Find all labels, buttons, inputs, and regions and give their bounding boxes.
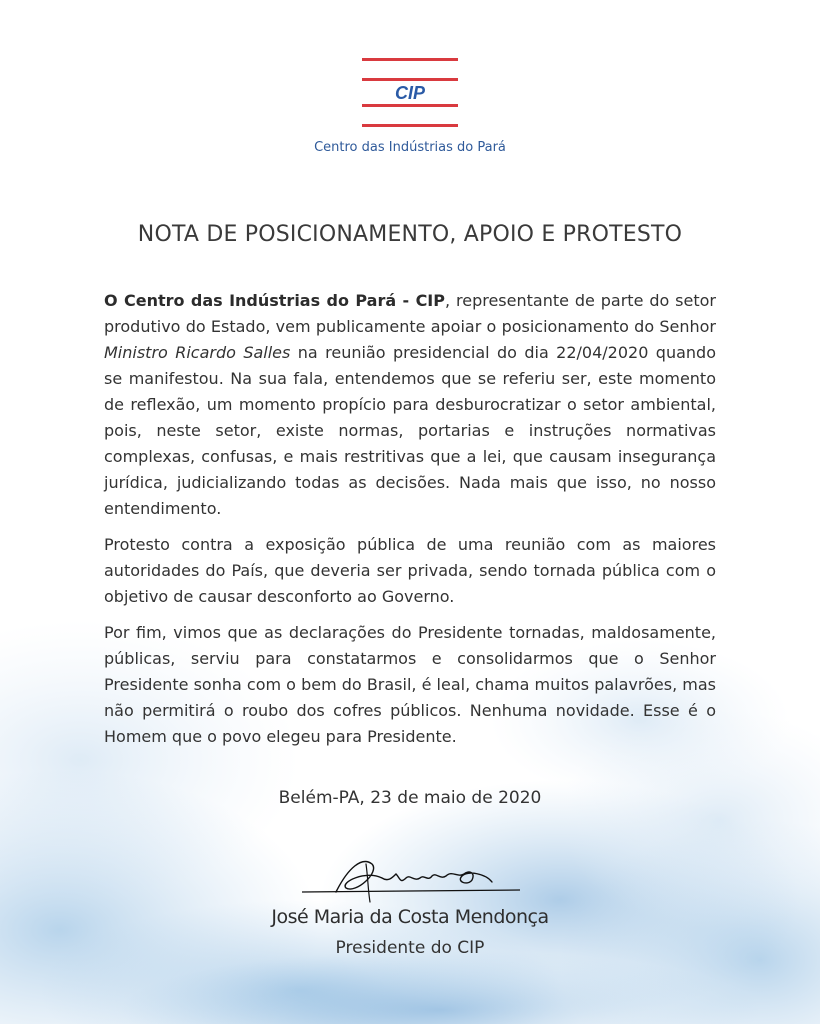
- paragraph-1: [104, 288, 716, 522]
- document-title: NOTA DE POSICIONAMENTO, APOIO E PROTESTO: [137, 222, 683, 247]
- org-name: Centro das Indústrias do Pará: [314, 140, 506, 155]
- paragraph-1-text-a: , representante de parte do setor produtivo do Estado, vem publicamente apoiar o posicionamento do Senhor: [104, 291, 717, 336]
- paragraph-2: Protesto contra a exposição pública de uma reunião com as maiores autoridades do País, que deveria ser privada, sendo tornada pública com o objetivo de causar desconforto ao Governo.: [104, 535, 716, 606]
- cip-logo: [360, 58, 460, 130]
- logo-stripe-top: [362, 58, 458, 61]
- minister-name: Ministro Ricardo Salles: [104, 343, 291, 362]
- date-line: Belém-PA, 23 de maio de 2020: [278, 788, 542, 808]
- logo-stripe-lower: [362, 104, 458, 107]
- signer-role: Presidente do CIP: [335, 938, 485, 958]
- paragraph-1-lead: O Centro das Indústrias do Pará - CIP: [104, 291, 445, 310]
- logo-stripe-bottom: [362, 124, 458, 127]
- document-body: [104, 288, 716, 760]
- logo-stripe-upper: [362, 78, 458, 81]
- logo-text: CIP: [394, 83, 426, 103]
- paragraph-1-text-b: na reunião presidencial do dia 22/04/2020 quando se manifestou. Na sua fala, entendemos que se referiu ser, este momento de reflexão, um momento propício para desburocratizar o setor ambiental, pois, neste setor, existe normas, portarias e instruções normativas complexas, confusas, e mais restritivas que a lei, que causam insegurança jurídica, judicializando todas as decisões. Nada mais que isso, no nosso entendimento.: [104, 343, 716, 518]
- handwritten-signature: [296, 848, 526, 908]
- paragraph-3: Por fim, vimos que as declarações do Presidente tornadas, maldosamente, públicas, serviu para constatarmos e consolidarmos que o Senhor Presidente sonha com o bem do Brasil, é leal, chama muitos palavrões, mas não permitirá o roubo dos cofres públicos. Nenhuma novidade. Esse é o Homem que o povo elegeu para Presidente.: [104, 623, 716, 746]
- signer-name: José Maria da Costa Mendonça: [271, 906, 549, 928]
